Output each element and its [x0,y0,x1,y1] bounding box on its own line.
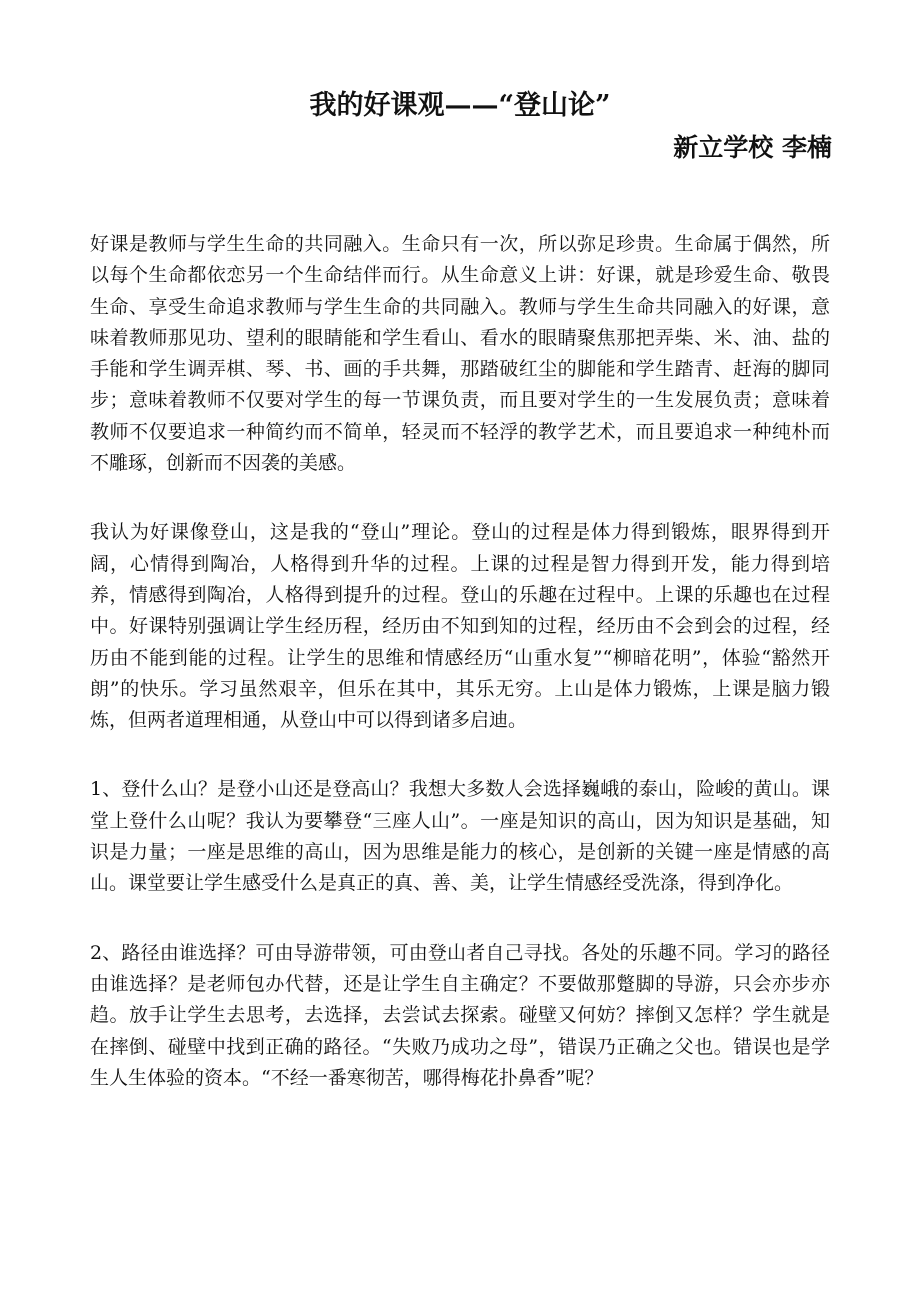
paragraph-4: 2、路径由谁选择？可由导游带领，可由登山者自己寻找。各处的乐趣不同。学习的路径由谁选择？是老师包办代替，还是让学生自主确定？不要做那蹩脚的导游，只会亦步亦趋。放手让学生去思考，去选择，去尝试去探索。碰壁又何妨？摔倒又怎样？学生就是在摔倒、碰壁中找到正确的路径。“失败乃成功之母”，错误乃正确之父也。错误也是学生人生体验的资本。“不经一番寒彻苦，哪得梅花扑鼻香”呢？ [90,941,830,1089]
document-body [90,229,830,1132]
document-author: 新立学校 李楠 [673,133,832,162]
paragraph-1: 好课是教师与学生生命的共同融入。生命只有一次，所以弥足珍贵。生命属于偶然，所以每个生命都依恋另一个生命结伴而行。从生命意义上讲：好课，就是珍爱生命、敬畏生命、享受生命追求教师与学生生命的共同融入。教师与学生生命共同融入的好课，意味着教师那见功、望利的眼睛能和学生看山、看水的眼睛聚焦那把弄柴、米、油、盐的手能和学生调弄棋、琴、书、画的手共舞，那踏破红尘的脚能和学生踏青、赶海的脚同步；意味着教师不仅要对学生的每一节课负责，而且要对学生的一生发展负责；意味着教师不仅要追求一种简约而不简单，轻灵而不轻浮的教学艺术，而且要追求一种纯朴而不雕琢，创新而不因袭的美感。 [90,233,830,475]
paragraph-3: 1、登什么山？是登小山还是登高山？我想大多数人会选择巍峨的泰山，险峻的黄山。课堂上登什么山呢？我认为要攀登“三座人山”。一座是知识的高山，因为知识是基础，知识是力量；一座是思维的高山，因为思维是能力的核心，是创新的关键一座是情感的高山。课堂要让学生感受什么是真正的真、善、美，让学生情感经受洗涤，得到净化。 [90,778,830,895]
paragraph-2: 我认为好课像登山，这是我的“登山”理论。登山的过程是体力得到锻炼，眼界得到开阔，心情得到陶冶，人格得到升华的过程。上课的过程是智力得到开发，能力得到培养，情感得到陶冶，人格得到提升的过程。登山的乐趣在过程中。上课的乐趣也在过程中。好课特别强调让学生经历程，经历由不知到知的过程，经历由不会到会的过程，经历由不能到能的过程。让学生的思维和情感经历“山重水复”“柳暗花明”，体验“豁然开朗”的快乐。学习虽然艰辛，但乐在其中，其乐无穷。上山是体力锻炼，上课是脑力锻炼，但两者道理相通，从登山中可以得到诸多启迪。 [90,521,830,732]
document-title: 我的好课观——“登山论” [309,90,611,121]
